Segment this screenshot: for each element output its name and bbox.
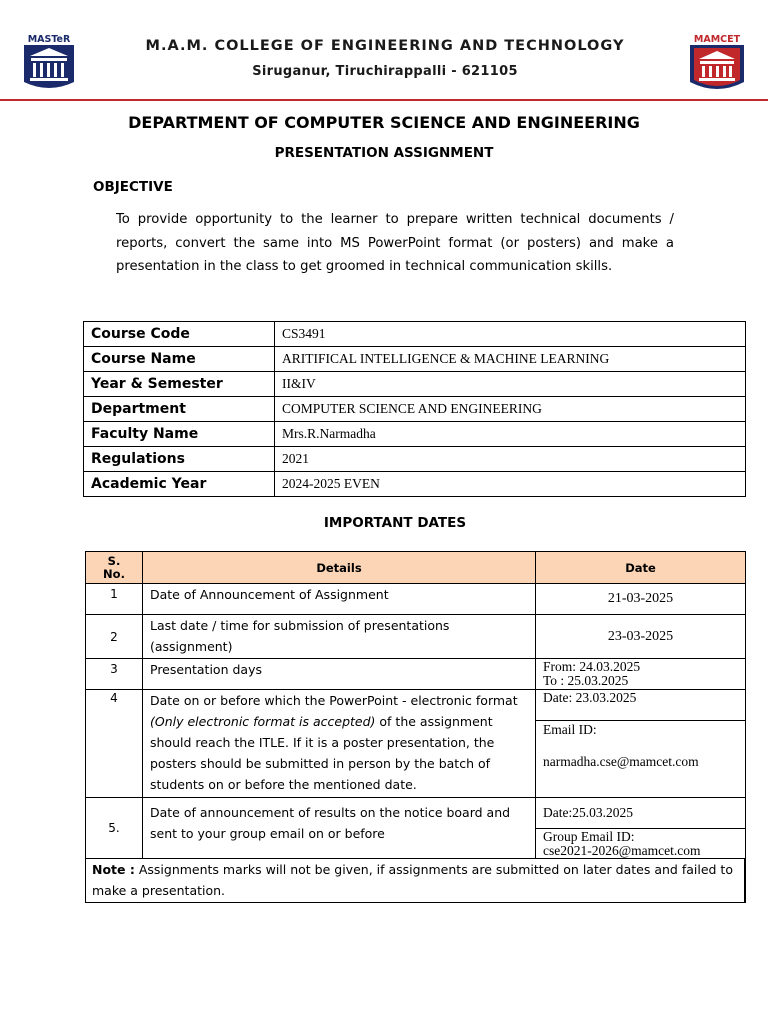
row4-details-b: of the assignment should reach the ITLE. If it is a poster presentation, the posters should be submitted in person by the batch of students on or before the mentioned date.	[150, 714, 495, 792]
master-logo	[16, 32, 82, 92]
academic-year-label: Academic Year	[84, 472, 275, 497]
row1-details: Date of Announcement of Assignment	[142, 583, 536, 615]
assignment-title: PRESENTATION ASSIGNMENT	[274, 145, 494, 161]
row5-sno: 5.	[85, 797, 143, 859]
col-date-header: Date	[535, 551, 746, 584]
master-logo-text: MASTeR	[27, 34, 71, 45]
year-semester-value: II&IV	[275, 372, 746, 397]
row4-date: Date: 23.03.2025	[535, 689, 746, 721]
objective-heading: OBJECTIVE	[93, 179, 173, 195]
course-code-value: CS3491	[275, 322, 746, 347]
note-text: Assignments marks will not be given, if assignments are submitted on later dates and failed to make a presentation.	[92, 862, 733, 898]
table-row	[84, 447, 746, 472]
course-name-value: ARITIFICAL INTELLIGENCE & MACHINE LEARNING	[275, 347, 746, 372]
row2-sno: 2	[85, 614, 143, 659]
objective-text: To provide opportunity to the learner to prepare written technical documents / reports, convert the same into MS PowerPoint format (or posters) and make a presentation in the class to get groomed in technical communication skills.	[116, 212, 674, 274]
note-right-rule	[744, 858, 745, 903]
table-row	[84, 372, 746, 397]
table-row	[84, 347, 746, 372]
table-row	[84, 397, 746, 422]
year-semester-label: Year & Semester	[84, 372, 275, 397]
row4-details-italic: (Only electronic format is accepted)	[150, 714, 376, 729]
faculty-name-value: Mrs.R.Narmadha	[275, 422, 746, 447]
row3-sno: 3	[85, 658, 143, 690]
college-name: M.A.M. COLLEGE OF ENGINEERING AND TECHNOLOGY	[145, 38, 625, 54]
row5-email-cell	[535, 828, 746, 859]
course-details-table	[83, 321, 746, 497]
row4-email: narmadha.cse@mamcet.com	[543, 754, 699, 769]
note-label: Note :	[92, 862, 135, 877]
col-details-header: Details	[142, 551, 536, 584]
row5-email: cse2021-2026@mamcet.com	[543, 843, 701, 858]
row4-details	[142, 689, 536, 798]
table-row	[84, 322, 746, 347]
row5-email-label: Group Email ID:	[543, 829, 635, 844]
row2-details: Last date / time for submission of presentations (assignment)	[142, 614, 536, 659]
college-address: Siruganur, Tiruchirappalli - 621105	[252, 64, 518, 79]
course-name-label: Course Name	[84, 347, 275, 372]
mamcet-logo-text: MAMCET	[693, 34, 741, 45]
table-row	[84, 472, 746, 497]
row4-details-a: Date on or before which the PowerPoint - electronic format	[150, 693, 518, 708]
row3-date-to: To : 25.03.2025	[543, 673, 629, 688]
department-title: DEPARTMENT OF COMPUTER SCIENCE AND ENGINEERING	[128, 113, 640, 132]
regulations-label: Regulations	[84, 447, 275, 472]
row5-details: Date of announcement of results on the notice board and sent to your group email on or before	[142, 797, 536, 859]
academic-year-value: 2024-2025 EVEN	[275, 472, 746, 497]
row1-sno: 1	[85, 583, 143, 615]
course-code-label: Course Code	[84, 322, 275, 347]
row3-date-from: From: 24.03.2025	[543, 659, 641, 674]
row3-date-cell	[535, 658, 746, 690]
row5-date: Date:25.03.2025	[535, 797, 746, 829]
regulations-value: 2021	[275, 447, 746, 472]
important-dates-heading: IMPORTANT DATES	[323, 515, 467, 531]
note-row	[85, 858, 746, 903]
mamcet-logo	[684, 32, 750, 92]
row1-date: 21-03-2025	[535, 583, 746, 615]
department-label: Department	[84, 397, 275, 422]
table-row	[84, 422, 746, 447]
col-sno-header: S. No.	[85, 551, 143, 584]
row4-sno: 4	[85, 689, 143, 798]
faculty-name-label: Faculty Name	[84, 422, 275, 447]
row3-details: Presentation days	[142, 658, 536, 690]
header-divider	[0, 99, 768, 101]
row4-email-label: Email ID:	[543, 722, 597, 737]
row4-email-cell	[535, 720, 746, 798]
row2-date: 23-03-2025	[535, 614, 746, 659]
department-value: COMPUTER SCIENCE AND ENGINEERING	[275, 397, 746, 422]
